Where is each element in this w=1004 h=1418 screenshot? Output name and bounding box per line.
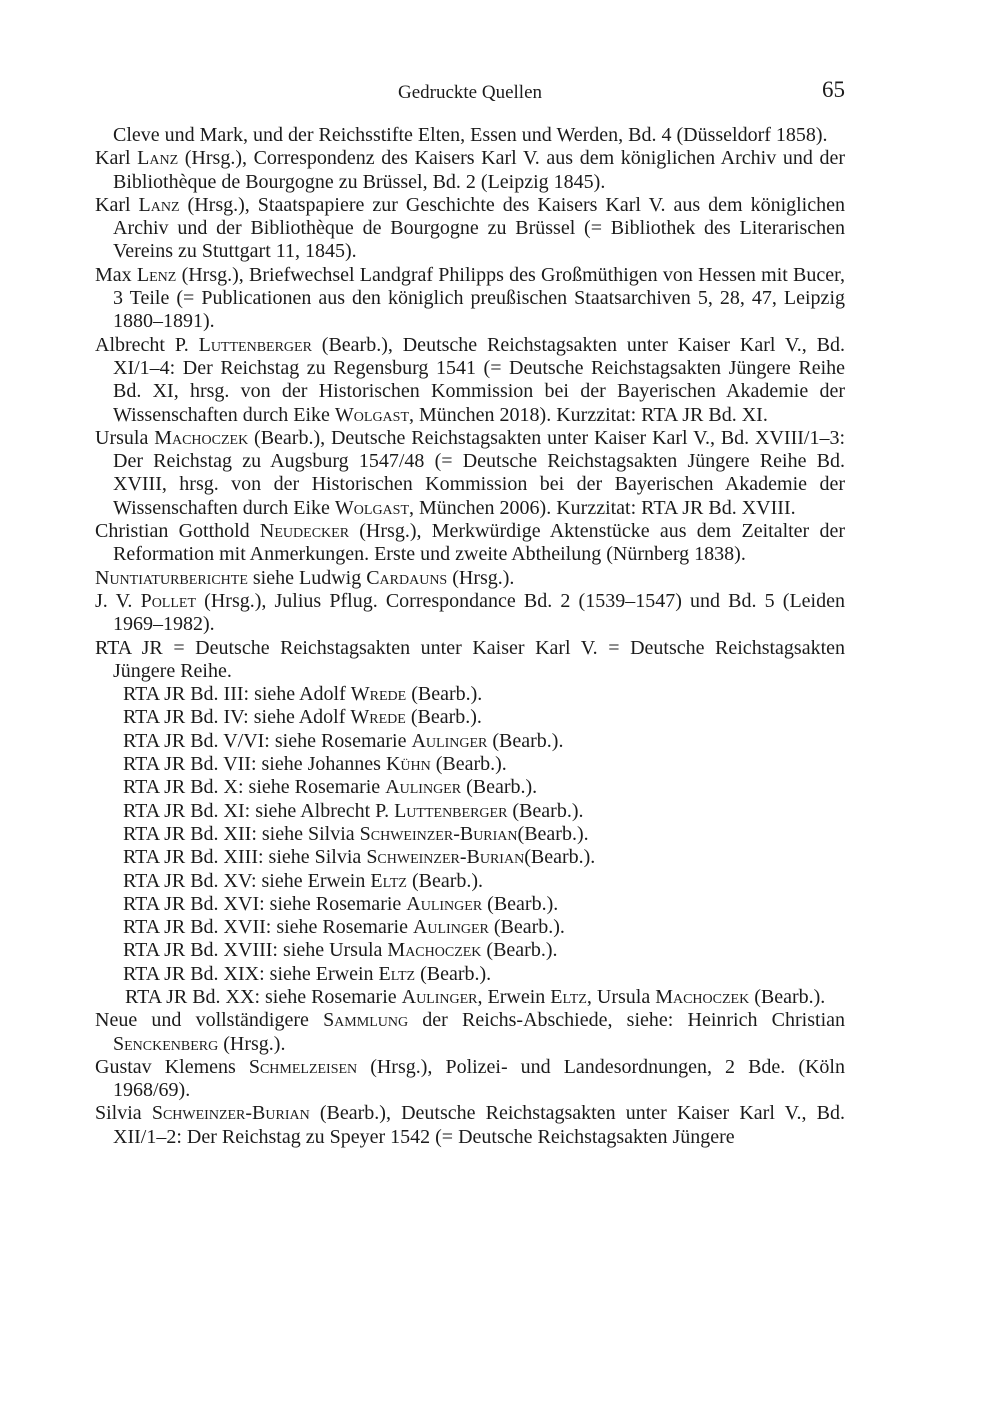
author-name: Luttenberger bbox=[198, 333, 312, 356]
author-name: Senckenberg bbox=[113, 1032, 219, 1055]
bibliography-entry-machoczek: Ursula Machoczek (Bearb.), Deutsche Reichstagsakten unter Kaiser Karl V., Bd. XVIII/1–3: Der Reichstag zu Augsburg 1547/48 (= Deutsche Reichstagsakten Jüngere Reihe Bd. XVIII, hrsg. von der Historischen Kommission bei der Bayerischen Akademie der Wissenschaften durch Eike Wolgast, München 2006). Kurzzitat: RTA JR Bd. XVIII. bbox=[95, 426, 845, 519]
bibliography-list bbox=[95, 124, 845, 1149]
editor-name: Wolgast bbox=[334, 496, 410, 519]
rta-sub-entry: RTA JR Bd. III: siehe Adolf Wrede (Bearb.). bbox=[123, 683, 483, 706]
editor-name: Machoczek bbox=[655, 985, 750, 1008]
editor-name: Luttenberger bbox=[394, 799, 508, 822]
rta-sub-entry: RTA JR Bd. XV: siehe Erwein Eltz (Bearb.). bbox=[123, 869, 484, 892]
title-name: Sammlung bbox=[323, 1009, 409, 1032]
editor-name: Wrede bbox=[350, 706, 406, 729]
running-header-title: Gedruckte Quellen bbox=[397, 82, 543, 103]
editor-name: Schweinzer-Burian bbox=[359, 822, 518, 845]
bibliography-entry-neudecker: Christian Gotthold Neudecker (Hrsg.), Merkwürdige Aktenstücke aus dem Zeitalter der Reformation mit Anmerkungen. Erste und zweite Abtheilung (Nürnberg 1838). bbox=[95, 520, 845, 566]
rta-sub-entry: RTA JR Bd. XI: siehe Albrecht P. Luttenberger (Bearb.). bbox=[123, 799, 584, 822]
author-name: Lenz bbox=[136, 263, 177, 286]
rta-sub-entry: RTA JR Bd. XVI: siehe Rosemarie Aulinger (Bearb.). bbox=[123, 892, 559, 915]
editor-name: Eltz bbox=[378, 962, 416, 985]
bibliography-entry-pollet: J. V. Pollet (Hrsg.), Julius Pflug. Correspondance Bd. 2 (1539–1547) und Bd. 5 (Leiden 1969–1982). bbox=[95, 589, 845, 636]
author-name: Schweinzer-Burian bbox=[151, 1102, 310, 1125]
editor-name: Kühn bbox=[385, 753, 431, 776]
editor-name: Eltz bbox=[370, 869, 407, 892]
author-name: Lanz bbox=[137, 147, 179, 170]
running-header bbox=[95, 77, 845, 106]
rta-sub-entry: RTA JR Bd. V/VI: siehe Rosemarie Aulinger (Bearb.). bbox=[123, 729, 564, 752]
bibliography-entry-nuntiaturberichte: Nuntiaturberichte siehe Ludwig Cardauns (Hrsg.). bbox=[95, 566, 515, 589]
author-name: Pollet bbox=[140, 589, 197, 612]
editor-name: Wolgast bbox=[334, 403, 410, 426]
rta-sub-entry: RTA JR Bd. XVII: siehe Rosemarie Aulinger (Bearb.). bbox=[123, 916, 565, 939]
author-name: Machoczek bbox=[154, 426, 249, 449]
rta-sub-entry: RTA JR Bd. VII: siehe Johannes Kühn (Bearb.). bbox=[123, 753, 507, 776]
author-name: Schmelzeisen bbox=[248, 1055, 358, 1078]
bibliography-entry-lanz-correspondenz: Karl Lanz (Hrsg.), Correspondenz des Kaisers Karl V. aus dem königlichen Archiv und der Bibliothèque de Bourgogne zu Brüssel, Bd. 2 (Leipzig 1845). bbox=[95, 147, 845, 193]
editor-name: Eltz bbox=[550, 985, 587, 1008]
bibliography-entry-luttenberger: Albrecht P. Luttenberger (Bearb.), Deutsche Reichstagsakten unter Kaiser Karl V., Bd. XI/1–4: Der Reichstag zu Regensburg 1541 (= Deutsche Reichstagsakten Jüngere Reihe Bd. XI, hrsg. von der Historischen Kommission bei der Bayerischen Akademie der Wissenschaften durch Eike Wolgast, München 2018). Kurzzitat: RTA JR Bd. XI. bbox=[95, 333, 845, 426]
editor-name: Schweinzer-Burian bbox=[366, 846, 525, 869]
author-name: Lanz bbox=[138, 193, 180, 216]
rta-sub-entry: RTA JR Bd. XVIII: siehe Ursula Machoczek (Bearb.). bbox=[123, 939, 558, 962]
bibliography-entry-continued: Cleve und Mark, und der Reichsstifte Elten, Essen und Werden, Bd. 4 (Düsseldorf 1858). bbox=[113, 124, 828, 146]
page-number: 65 bbox=[822, 77, 845, 102]
bibliography-entry-schweinzer-burian: Silvia Schweinzer-Burian (Bearb.), Deutsche Reichstagsakten unter Kaiser Karl V., Bd. XII/1–2: Der Reichstag zu Speyer 1542 (= Deutsche Reichstagsakten Jüngere bbox=[95, 1102, 846, 1148]
bibliography-entry-sammlung: Neue und vollständigere Sammlung der Reichs-Abschiede, siehe: Heinrich Christian Senckenberg (Hrsg.). bbox=[95, 1009, 846, 1055]
editor-name: Aulinger bbox=[412, 916, 489, 939]
rta-sub-entry: RTA JR Bd. XIII: siehe Silvia Schweinzer-Burian(Bearb.). bbox=[123, 846, 596, 869]
editor-name: Aulinger bbox=[411, 729, 488, 752]
bibliography-entry-schmelzeisen: Gustav Klemens Schmelzeisen (Hrsg.), Polizei- und Landesordnungen, 2 Bde. (Köln 1968/69). bbox=[95, 1055, 845, 1102]
author-name: Cardauns bbox=[366, 566, 448, 589]
editor-name: Aulinger bbox=[401, 985, 478, 1008]
rta-sub-entry: RTA JR Bd. XII: siehe Silvia Schweinzer-Burian(Bearb.). bbox=[123, 822, 589, 845]
bibliography-entry-rta-jr: RTA JR = Deutsche Reichstagsakten unter Kaiser Karl V. = Deutsche Reichstagsakten Jüngere Reihe. bbox=[95, 636, 845, 682]
editor-name: Wrede bbox=[350, 683, 407, 706]
author-name: Neudecker bbox=[259, 520, 350, 543]
editor-name: Aulinger bbox=[406, 892, 483, 915]
editor-name: Machoczek bbox=[387, 939, 482, 962]
title-name: Nuntiaturberichte bbox=[95, 566, 248, 589]
bibliography-entry-lenz: Max Lenz (Hrsg.), Briefwechsel Landgraf Philipps des Großmüthigen von Hessen mit Bucer, 3 Teile (= Publicationen aus den königlich preußischen Staatsarchiven 5, 28, 47, Leipzig 1880–1891). bbox=[95, 263, 845, 333]
bibliography-entry-lanz-staatspapiere: Karl Lanz (Hrsg.), Staatspapiere zur Geschichte des Kaisers Karl V. aus dem königlichen Archiv und der Bibliothèque de Bourgogne zu Brüssel (= Bibliothek des Literarischen Vereins zu Stuttgart 11, 1845). bbox=[95, 193, 845, 263]
rta-sub-entry: RTA JR Bd. XIX: siehe Erwein Eltz (Bearb.). bbox=[123, 962, 492, 985]
rta-sub-entry: RTA JR Bd. IV: siehe Adolf Wrede (Bearb.). bbox=[123, 706, 482, 729]
rta-sub-entry-last: RTA JR Bd. XX: siehe Rosemarie Aulinger, Erwein Eltz, Ursula Machoczek (Bearb.). bbox=[125, 985, 826, 1008]
editor-name: Aulinger bbox=[385, 776, 462, 799]
rta-sub-entry: RTA JR Bd. X: siehe Rosemarie Aulinger (Bearb.). bbox=[123, 776, 538, 799]
